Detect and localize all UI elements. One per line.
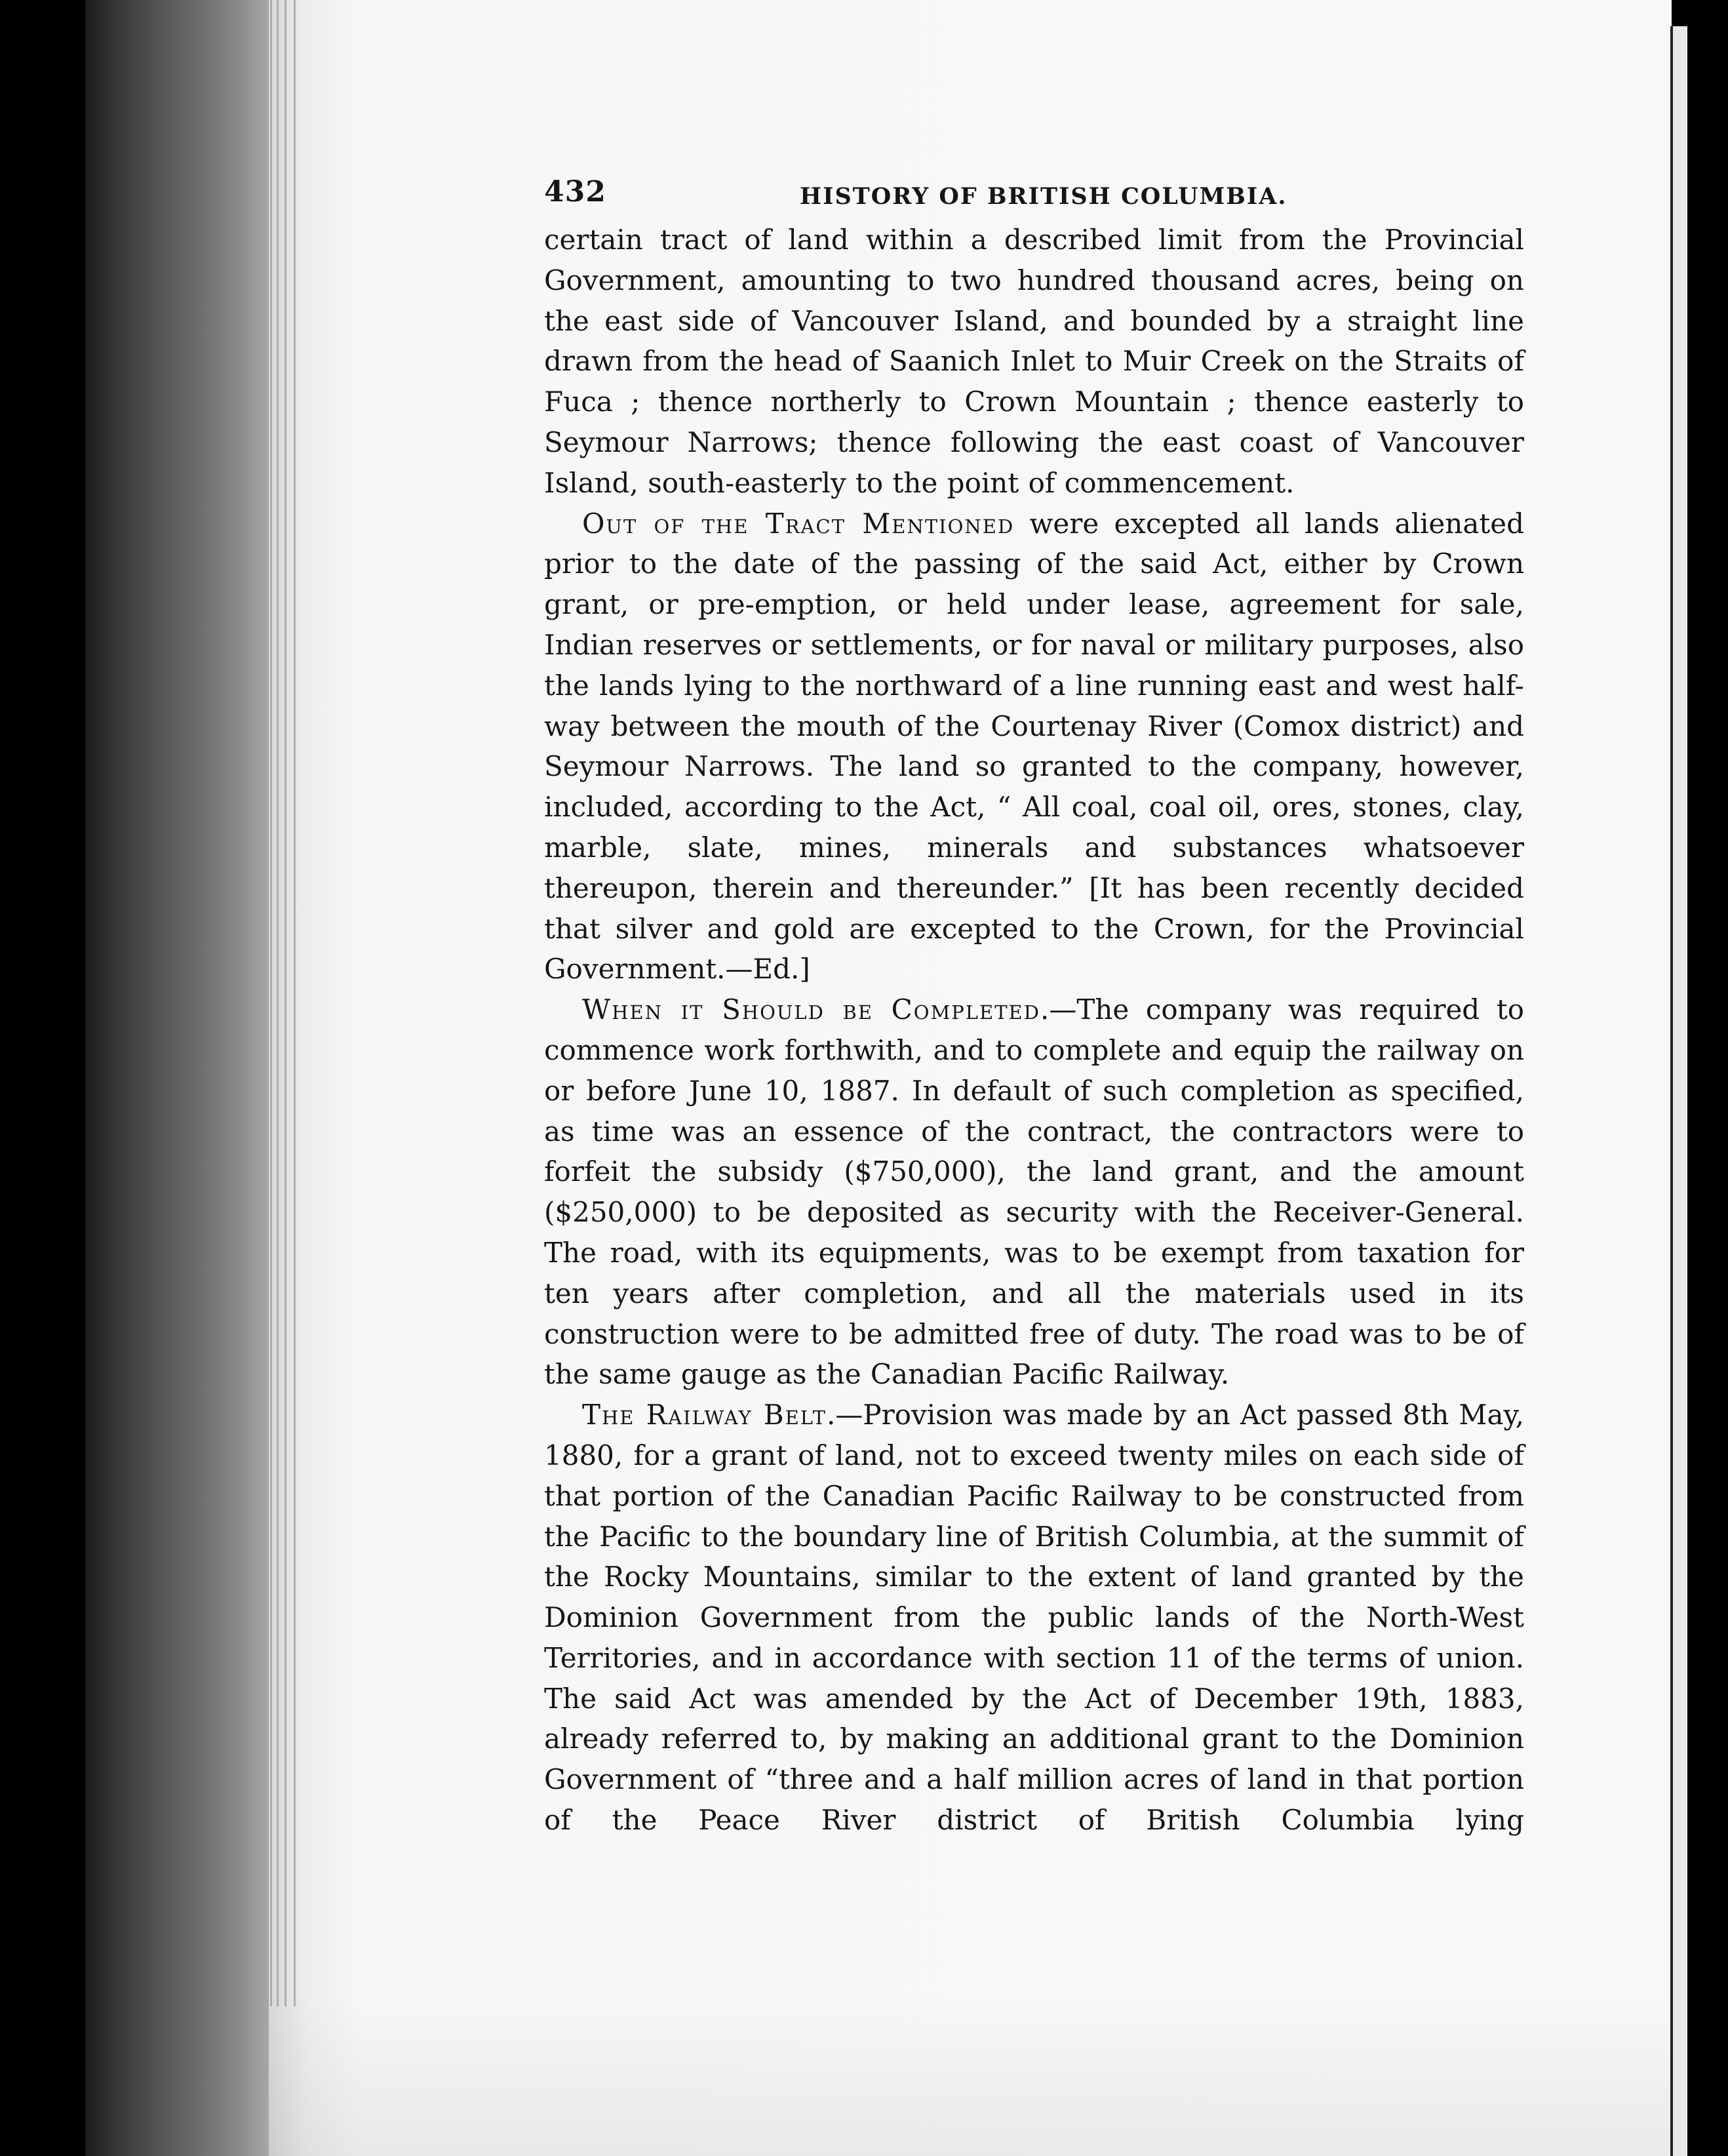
paragraph-text: .—The company was required to commence work forthwith, and to complete and equip the railway on or before June 10, 1887. In default of such completion as specified, as time was an essence of the contract, the contractors were to forfeit the subsidy ($750,000), the land grant, and the amount ($250,000) to be deposited as security with the Receiver-General. The road, with its equipments, was to be exempt from taxation for ten years after completion, and all the materials used in its construction were to be admitted free of duty. The road was to be of the same gauge as the Canadian Pacific Railway.	[544, 993, 1524, 1391]
running-title: HISTORY OF BRITISH COLUMBIA.	[800, 183, 1287, 210]
paragraph-heading: Out of the Tract Mentioned	[582, 507, 1015, 540]
paragraph	[544, 989, 1524, 1395]
page-edge-line	[270, 0, 272, 2006]
page-bottom-shading	[269, 1993, 1672, 2156]
paragraph-heading: When it Should be Completed	[582, 993, 1040, 1026]
paragraph	[544, 504, 1524, 990]
facing-page-edge	[1670, 26, 1687, 2156]
paragraph-text: .—Provision was made by an Act passed 8th May, 1880, for a grant of land, not to exceed twenty miles on each side of that portion of the Canadian Pacific Railway to be constructed from the Pacific to the boundary line of British Columbia, at the summit of the Rocky Mountains, similar to the extent of land granted by the Dominion Government from the public lands of the North-West Territories, and in accordance with section 11 of the terms of union. The said Act was amended by the Act of December 19th, 1883, already referred to, by making an additional grant to the Dominion Government of “three and a half million acres of land in that portion of the Peace River district of British Columbia lying	[544, 1399, 1524, 1837]
page-text-block	[544, 167, 1524, 1841]
page-number: 432	[544, 175, 606, 209]
book-spine-shadow	[85, 0, 282, 2156]
running-head	[544, 167, 1524, 220]
page-edge-line	[285, 0, 286, 2006]
page-edge-line	[277, 0, 279, 2006]
paragraph	[544, 220, 1524, 504]
paragraph-heading: The Railway Belt	[582, 1399, 827, 1431]
paragraph-text: certain tract of land within a described limit from the Provincial Government, amounting to two hundred thousand acres, being on the east side of Vancouver Island, and bounded by a straight line drawn from the head of Saanich Inlet to Muir Creek on the Straits of Fuca ; thence northerly to Crown Mountain ; thence easterly to Seymour Narrows; thence following the east coast of Vancouver Island, south-easterly to the point of commencement.	[544, 224, 1524, 499]
paragraph	[544, 1395, 1524, 1841]
page-edge-line	[294, 0, 296, 2006]
paragraph-text: were excepted all lands alienated prior to the date of the passing of the said Act, either by Crown grant, or pre-emption, or held under lease, agreement for sale, Indian reserves or settlements, or for naval or military purposes, also the lands lying to the northward of a line running east and west half-way between the mouth of the Courtenay River (Comox district) and Seymour Narrows. The land so granted to the company, however, included, according to the Act, “ All coal, coal oil, ores, stones, clay, marble, slate, mines, minerals and substances whatsoever thereupon, therein and thereunder.” [It has been recently decided that silver and gold are excepted to the Crown, for the Provincial Government.—Ed.]	[544, 507, 1524, 986]
